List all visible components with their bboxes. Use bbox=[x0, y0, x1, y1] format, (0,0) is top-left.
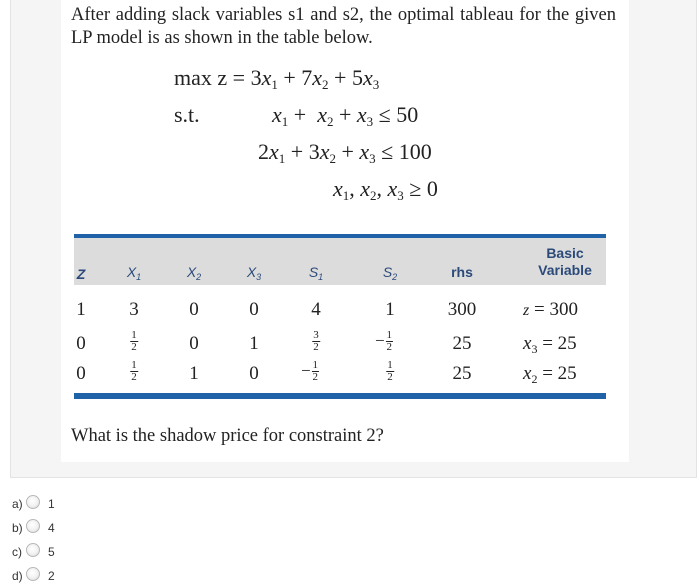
constraint-1: $x_1 + x_2 + x_3 \le 50$ bbox=[272, 102, 419, 129]
cell-r1-z: 1 bbox=[76, 299, 86, 320]
constraint-2: $2x_1 + 3x_2 + x_3 \le 100$ bbox=[258, 139, 432, 166]
cell-r2-s1: $\frac{3}{2}$ bbox=[313, 329, 319, 353]
option-d-value: 2 bbox=[48, 569, 55, 583]
option-d-radio[interactable] bbox=[26, 567, 40, 581]
option-c-letter: c) bbox=[12, 545, 22, 559]
non-negativity-constraint: $x_1$, $x_2$, $x_3 \ge 0$ bbox=[333, 176, 438, 203]
tableau-header-row bbox=[74, 238, 606, 285]
basic-var-r1: z = 300 bbox=[523, 299, 578, 320]
cell-r1-x3: 0 bbox=[249, 299, 259, 320]
cell-r3-s2: $\frac{1}{2}$ bbox=[387, 359, 393, 383]
subject-to-label: s.t. bbox=[174, 102, 200, 127]
cell-r2-s2: − $\frac{1}{2}$ bbox=[374, 329, 393, 353]
header-x2: $X_2$ bbox=[186, 264, 202, 282]
option-b-radio[interactable] bbox=[26, 519, 40, 533]
cell-r1-x2: 0 bbox=[189, 299, 199, 320]
option-a-value: 1 bbox=[48, 497, 55, 511]
option-d-letter: d) bbox=[12, 569, 23, 583]
cell-r2-x1: $\frac{1}{2}$ bbox=[131, 329, 137, 353]
cell-r3-z: 0 bbox=[76, 363, 86, 384]
header-x1: $X_1$ bbox=[126, 264, 142, 282]
cell-r3-s1: − $\frac{1}{2}$ bbox=[300, 359, 319, 383]
option-a-radio[interactable] bbox=[26, 495, 40, 509]
header-x3: $X_3$ bbox=[246, 264, 262, 282]
basic-var-r2: $x_3 = 25$ bbox=[523, 333, 577, 356]
header-basic-variable: Basic Variable bbox=[538, 245, 592, 278]
option-c-radio[interactable] bbox=[26, 543, 40, 557]
option-d[interactable] bbox=[12, 567, 92, 585]
tableau-bottom-rule bbox=[74, 393, 606, 399]
option-c[interactable] bbox=[12, 543, 92, 561]
question-intro: After adding slack variables s1 and s2, the optimal tableau for the given LP model is as shown in the table below. bbox=[71, 5, 616, 48]
question-card bbox=[10, 0, 697, 478]
cell-r3-x2: 1 bbox=[189, 363, 199, 384]
cell-r3-x3: 0 bbox=[249, 363, 259, 384]
cell-r2-rhs: 25 bbox=[452, 333, 472, 354]
objective-function: $\max z = 3x_1 + 7x_2 + 5x_3$ bbox=[174, 65, 380, 92]
header-z: Z bbox=[76, 266, 86, 282]
cell-r1-s2: 1 bbox=[385, 299, 395, 320]
option-c-value: 5 bbox=[48, 545, 55, 559]
question-prompt: What is the shadow price for constraint 2? bbox=[71, 426, 384, 446]
cell-r1-s1: 4 bbox=[311, 299, 321, 320]
option-a[interactable] bbox=[12, 495, 92, 513]
basic-var-r3: $x_2 = 25$ bbox=[523, 363, 577, 386]
cell-r3-x1: $\frac{1}{2}$ bbox=[131, 359, 137, 383]
option-b-letter: b) bbox=[12, 521, 23, 535]
cell-r2-x2: 0 bbox=[189, 333, 199, 354]
cell-r3-rhs: 25 bbox=[452, 363, 472, 384]
cell-r2-z: 0 bbox=[76, 333, 86, 354]
header-rhs: rhs bbox=[451, 264, 473, 280]
optimal-tableau bbox=[74, 234, 606, 401]
header-s2: $S_2$ bbox=[382, 264, 398, 282]
option-a-letter: a) bbox=[12, 497, 23, 511]
question-content bbox=[61, 0, 629, 462]
cell-r1-x1: 3 bbox=[129, 299, 139, 320]
option-b-value: 4 bbox=[48, 521, 55, 535]
header-s1: $S_1$ bbox=[308, 264, 324, 282]
option-b[interactable] bbox=[12, 519, 92, 537]
cell-r1-rhs: 300 bbox=[447, 299, 477, 320]
cell-r2-x3: 1 bbox=[249, 333, 259, 354]
